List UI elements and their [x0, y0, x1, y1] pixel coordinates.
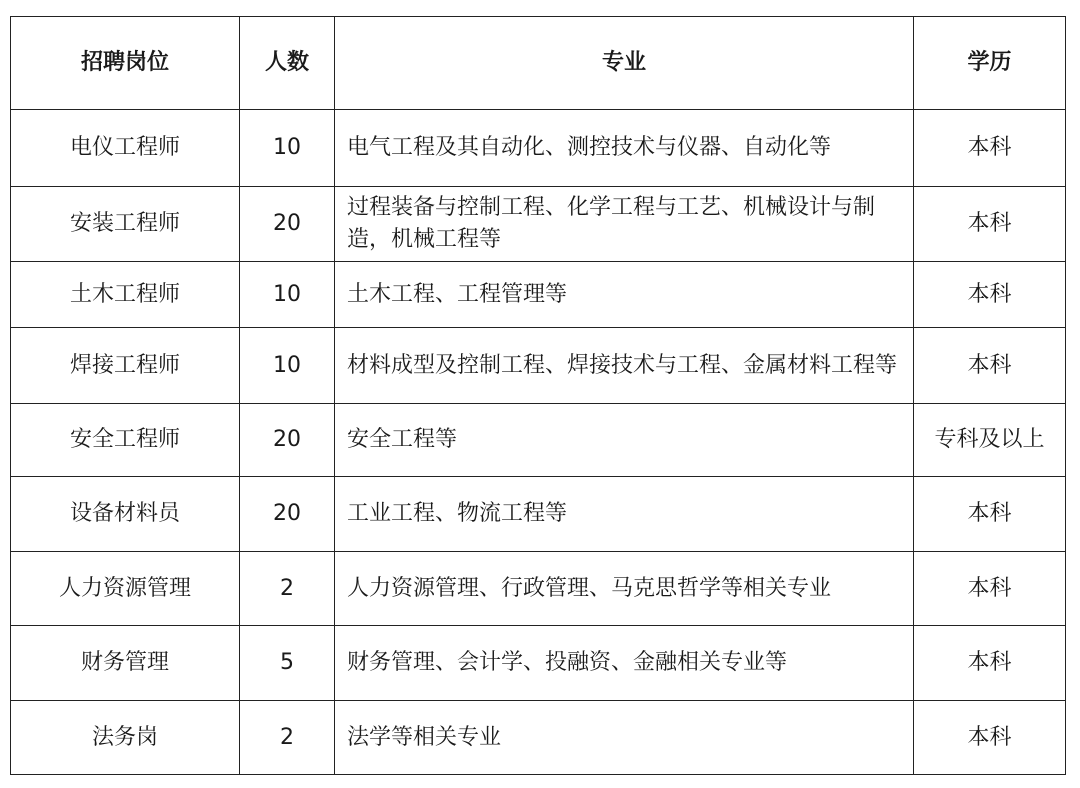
- cell-major: 安全工程等: [335, 404, 914, 477]
- cell-position: 财务管理: [11, 626, 240, 701]
- cell-education: 本科: [914, 626, 1066, 701]
- table-row: [11, 626, 1066, 701]
- recruitment-table: [10, 16, 1066, 775]
- cell-major: 财务管理、会计学、投融资、金融相关专业等: [335, 626, 914, 701]
- cell-education: 本科: [914, 187, 1066, 262]
- cell-position: 焊接工程师: [11, 328, 240, 404]
- table-row: [11, 552, 1066, 626]
- header-count: 人数: [240, 17, 335, 110]
- header-position: 招聘岗位: [11, 17, 240, 110]
- header-major: 专业: [335, 17, 914, 110]
- cell-major: 过程装备与控制工程、化学工程与工艺、机械设计与制造，机械工程等: [335, 187, 914, 262]
- cell-position: 法务岗: [11, 701, 240, 775]
- header-education: 学历: [914, 17, 1066, 110]
- table-row: [11, 262, 1066, 328]
- cell-count: 10: [240, 110, 335, 187]
- cell-position: 人力资源管理: [11, 552, 240, 626]
- cell-position: 电仪工程师: [11, 110, 240, 187]
- cell-count: 10: [240, 328, 335, 404]
- cell-major: 材料成型及控制工程、焊接技术与工程、金属材料工程等: [335, 328, 914, 404]
- cell-major: 工业工程、物流工程等: [335, 477, 914, 552]
- cell-count: 20: [240, 477, 335, 552]
- cell-position: 安全工程师: [11, 404, 240, 477]
- cell-major: 法学等相关专业: [335, 701, 914, 775]
- cell-count: 2: [240, 552, 335, 626]
- cell-count: 5: [240, 626, 335, 701]
- cell-education: 专科及以上: [914, 404, 1066, 477]
- cell-count: 20: [240, 187, 335, 262]
- cell-position: 安装工程师: [11, 187, 240, 262]
- table-row: [11, 404, 1066, 477]
- cell-education: 本科: [914, 701, 1066, 775]
- cell-major: 人力资源管理、行政管理、马克思哲学等相关专业: [335, 552, 914, 626]
- table-row: [11, 328, 1066, 404]
- cell-count: 10: [240, 262, 335, 328]
- table-row: [11, 187, 1066, 262]
- cell-position: 土木工程师: [11, 262, 240, 328]
- table-row: [11, 110, 1066, 187]
- cell-education: 本科: [914, 328, 1066, 404]
- cell-count: 2: [240, 701, 335, 775]
- cell-major: 电气工程及其自动化、测控技术与仪器、自动化等: [335, 110, 914, 187]
- cell-major: 土木工程、工程管理等: [335, 262, 914, 328]
- table-row: [11, 477, 1066, 552]
- cell-education: 本科: [914, 477, 1066, 552]
- recruitment-table-container: [10, 16, 1065, 775]
- table-header-row: [11, 17, 1066, 110]
- cell-education: 本科: [914, 110, 1066, 187]
- cell-count: 20: [240, 404, 335, 477]
- cell-education: 本科: [914, 262, 1066, 328]
- table-row: [11, 701, 1066, 775]
- cell-position: 设备材料员: [11, 477, 240, 552]
- cell-education: 本科: [914, 552, 1066, 626]
